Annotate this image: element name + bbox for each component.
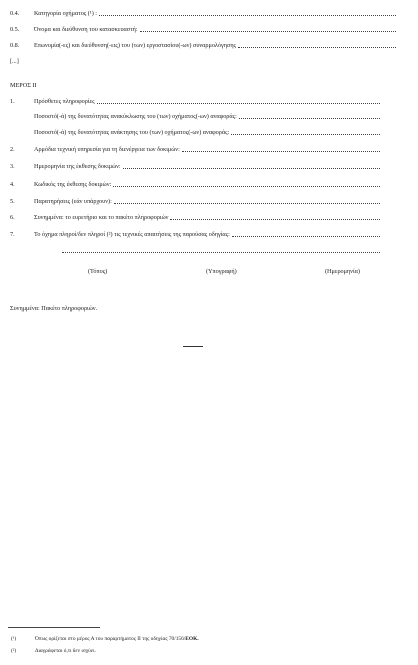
item-label: Κωδικός της έκθεσης δοκιμών: — [34, 181, 112, 188]
item-1 — [10, 98, 380, 105]
footnote-text-bold: ΕΟΚ. — [185, 636, 199, 642]
footnote-mark: (²) — [11, 648, 17, 654]
dotted-fill — [62, 251, 380, 253]
item-number: 7. — [10, 231, 15, 238]
dotted-fill — [232, 235, 380, 237]
item-label: Αρμόδια τεχνική υπηρεσία για τη διενέργεια των δοκιμών: — [34, 146, 180, 153]
dotted-fill — [97, 102, 380, 104]
item-label: Παρατηρήσεις (εάν υπάρχουν): — [34, 198, 112, 205]
footnote-mark: (¹) — [11, 636, 17, 642]
dotted-fill — [113, 185, 380, 187]
footnote-text-body: Όπως ορίζεται στο μέρος Α του παραρτήματος ΙΙ της οδηγίας 70/156/ — [35, 636, 186, 642]
dotted-fill — [99, 14, 396, 16]
dotted-fill — [231, 133, 380, 135]
item-label: Πρόσθετες πληροφορίες — [34, 98, 95, 105]
item-1-sub-recyclability — [34, 113, 380, 120]
item-7 — [10, 231, 380, 238]
dotted-fill — [114, 202, 380, 204]
item-3 — [10, 163, 380, 170]
item-number: 1. — [10, 98, 15, 105]
item-6 — [10, 214, 380, 221]
item-number: 0.8. — [10, 42, 20, 49]
dotted-fill — [123, 167, 380, 169]
attachment-note: Συνημμένα: Πακέτο πληροφοριών. — [10, 305, 98, 312]
footnote-rule — [8, 627, 100, 628]
item-number: 0.4. — [10, 10, 20, 17]
item-number: 5. — [10, 198, 15, 205]
item-number: 2. — [10, 146, 15, 153]
date-caption: (Ημερομηνία) — [325, 268, 360, 275]
item-4 — [10, 181, 380, 188]
item-number: 4. — [10, 181, 15, 188]
item-5 — [10, 198, 380, 205]
item-1-sub-recoverability — [34, 129, 380, 136]
item-number: 0.5. — [10, 26, 20, 33]
footnote-text — [35, 636, 199, 642]
section-separator — [183, 346, 203, 347]
item-0-4 — [10, 10, 396, 17]
dotted-fill — [238, 46, 396, 48]
item-label: Όνομα και διεύθυνση του κατασκευαστή: — [34, 26, 138, 33]
signature-line — [62, 251, 380, 255]
dotted-fill — [182, 150, 380, 152]
dotted-fill — [170, 218, 380, 220]
place-caption: (Τόπος) — [88, 268, 108, 275]
item-0-8 — [10, 42, 396, 49]
signature-caption: (Υπογραφή) — [206, 268, 237, 275]
sub-label: Ποσοστό(-ά) της δυνατότητας ανακύκλωσης του (των) οχήματος(-ων) αναφοράς: — [34, 113, 237, 120]
sub-label: Ποσοστό(-ά) της δυνατότητας ανάκτησης του (των) οχήματος(-ων) αναφοράς: — [34, 129, 230, 136]
item-label: Ημερομηνία της έκθεσης δοκιμών: — [34, 163, 121, 170]
item-number: 3. — [10, 163, 15, 170]
item-label: Κατηγορία οχήματος (¹) : — [34, 10, 98, 17]
item-label: Το όχημα πληροί/δεν πληροί (²) τις τεχνικές απαιτήσεις της παρούσας οδηγίας: — [34, 231, 230, 238]
ellipsis-marker: [...] — [10, 58, 19, 65]
dotted-fill — [140, 30, 396, 32]
item-number: 6. — [10, 214, 15, 221]
part-heading: ΜΕΡΟΣ II — [10, 82, 37, 89]
dotted-fill — [239, 117, 380, 119]
footnote-text: Διαγράφεται ό,τι δεν ισχύει. — [35, 648, 96, 654]
item-label: Συνημμένα: το ευρετήριο και το πακέτο πληροφοριών — [34, 214, 169, 221]
item-0-5 — [10, 26, 396, 33]
item-label: Επωνυμία(-ες) και διεύθυνση(-εις) του (των) εργοστασίου(-ων) συναρμολόγησης — [34, 42, 237, 49]
item-2 — [10, 146, 380, 153]
